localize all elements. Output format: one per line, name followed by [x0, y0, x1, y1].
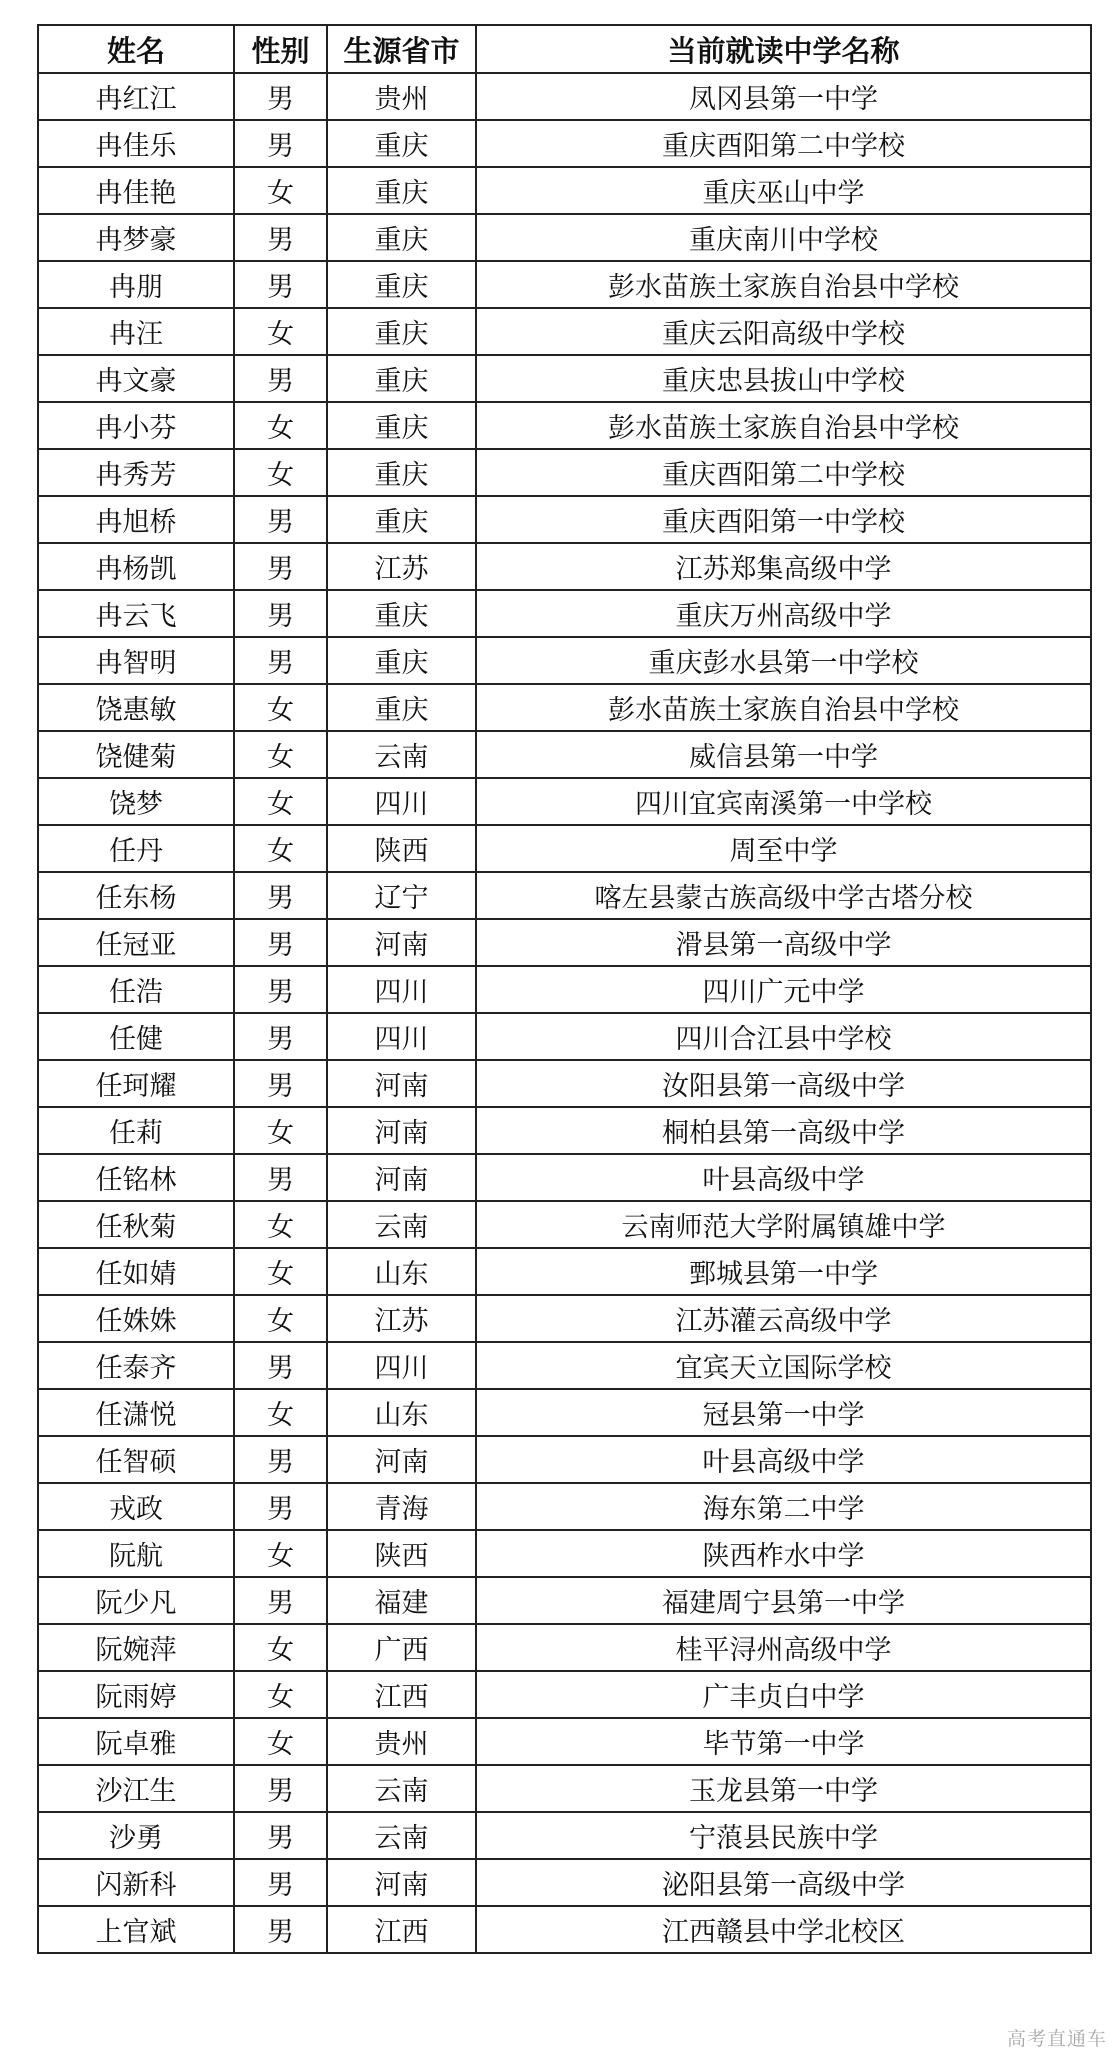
- table-row: [38, 167, 1091, 214]
- table-row: [38, 1013, 1091, 1060]
- cell-gender: 女: [234, 308, 327, 355]
- cell-school: 重庆彭水县第一中学校: [476, 637, 1091, 684]
- cell-province: 云南: [327, 731, 476, 778]
- cell-gender: 男: [234, 543, 327, 590]
- cell-gender: 女: [234, 1201, 327, 1248]
- cell-gender: 女: [234, 1530, 327, 1577]
- cell-school: 宜宾天立国际学校: [476, 1342, 1091, 1389]
- cell-name: 任莉: [38, 1107, 234, 1154]
- cell-gender: 男: [234, 496, 327, 543]
- table-row: [38, 1530, 1091, 1577]
- cell-gender: 女: [234, 684, 327, 731]
- cell-gender: 男: [234, 1906, 327, 1953]
- cell-name: 任泰齐: [38, 1342, 234, 1389]
- cell-school: 彭水苗族土家族自治县中学校: [476, 261, 1091, 308]
- cell-gender: 男: [234, 637, 327, 684]
- cell-name: 饶健菊: [38, 731, 234, 778]
- table-row: [38, 543, 1091, 590]
- cell-gender: 男: [234, 1060, 327, 1107]
- cell-gender: 男: [234, 120, 327, 167]
- table-row: [38, 496, 1091, 543]
- cell-province: 江西: [327, 1906, 476, 1953]
- cell-name: 冉旭桥: [38, 496, 234, 543]
- cell-name: 饶梦: [38, 778, 234, 825]
- cell-name: 冉文豪: [38, 355, 234, 402]
- cell-gender: 女: [234, 1248, 327, 1295]
- cell-province: 山东: [327, 1389, 476, 1436]
- cell-province: 江西: [327, 1671, 476, 1718]
- cell-name: 任珂耀: [38, 1060, 234, 1107]
- cell-school: 广丰贞白中学: [476, 1671, 1091, 1718]
- cell-name: 阮婉萍: [38, 1624, 234, 1671]
- table-row: [38, 684, 1091, 731]
- cell-school: 四川广元中学: [476, 966, 1091, 1013]
- cell-school: 四川宜宾南溪第一中学校: [476, 778, 1091, 825]
- cell-school: 凤冈县第一中学: [476, 73, 1091, 120]
- cell-gender: 男: [234, 214, 327, 261]
- cell-gender: 女: [234, 1107, 327, 1154]
- table-row: [38, 73, 1091, 120]
- cell-province: 重庆: [327, 684, 476, 731]
- cell-name: 冉朋: [38, 261, 234, 308]
- cell-name: 任浩: [38, 966, 234, 1013]
- cell-province: 辽宁: [327, 872, 476, 919]
- student-table: [37, 24, 1092, 1954]
- cell-gender: 男: [234, 1013, 327, 1060]
- table-row: [38, 1295, 1091, 1342]
- cell-gender: 男: [234, 355, 327, 402]
- table-row: [38, 919, 1091, 966]
- cell-name: 冉佳艳: [38, 167, 234, 214]
- cell-gender: 女: [234, 731, 327, 778]
- cell-name: 冉秀芳: [38, 449, 234, 496]
- cell-gender: 男: [234, 1577, 327, 1624]
- cell-school: 彭水苗族土家族自治县中学校: [476, 684, 1091, 731]
- cell-school: 玉龙县第一中学: [476, 1765, 1091, 1812]
- table-row: [38, 1389, 1091, 1436]
- cell-name: 上官斌: [38, 1906, 234, 1953]
- cell-province: 重庆: [327, 402, 476, 449]
- cell-gender: 男: [234, 1765, 327, 1812]
- table-row: [38, 590, 1091, 637]
- cell-name: 任智硕: [38, 1436, 234, 1483]
- cell-name: 冉汪: [38, 308, 234, 355]
- table-row: [38, 120, 1091, 167]
- table-row: [38, 1342, 1091, 1389]
- table-row: [38, 1107, 1091, 1154]
- cell-name: 阮少凡: [38, 1577, 234, 1624]
- table-row: [38, 1436, 1091, 1483]
- cell-province: 重庆: [327, 308, 476, 355]
- cell-school: 重庆巫山中学: [476, 167, 1091, 214]
- cell-province: 重庆: [327, 637, 476, 684]
- cell-school: 重庆酉阳第二中学校: [476, 449, 1091, 496]
- cell-school: 福建周宁县第一中学: [476, 1577, 1091, 1624]
- cell-school: 江西赣县中学北校区: [476, 1906, 1091, 1953]
- cell-name: 冉红江: [38, 73, 234, 120]
- cell-name: 任潇悦: [38, 1389, 234, 1436]
- cell-gender: 男: [234, 872, 327, 919]
- cell-name: 冉杨凯: [38, 543, 234, 590]
- cell-name: 任健: [38, 1013, 234, 1060]
- cell-school: 重庆忠县拔山中学校: [476, 355, 1091, 402]
- cell-name: 任如婧: [38, 1248, 234, 1295]
- cell-name: 冉小芬: [38, 402, 234, 449]
- cell-gender: 男: [234, 919, 327, 966]
- table-row: [38, 1483, 1091, 1530]
- cell-gender: 女: [234, 449, 327, 496]
- cell-gender: 女: [234, 1389, 327, 1436]
- cell-school: 江苏灌云高级中学: [476, 1295, 1091, 1342]
- header-name: 姓名: [38, 25, 234, 73]
- cell-school: 桐柏县第一高级中学: [476, 1107, 1091, 1154]
- cell-province: 四川: [327, 778, 476, 825]
- cell-gender: 男: [234, 261, 327, 308]
- header-school: 当前就读中学名称: [476, 25, 1091, 73]
- cell-province: 陕西: [327, 825, 476, 872]
- cell-name: 冉智明: [38, 637, 234, 684]
- cell-province: 重庆: [327, 261, 476, 308]
- header-province: 生源省市: [327, 25, 476, 73]
- table-row: [38, 731, 1091, 778]
- cell-school: 滑县第一高级中学: [476, 919, 1091, 966]
- cell-school: 毕节第一中学: [476, 1718, 1091, 1765]
- cell-province: 河南: [327, 1436, 476, 1483]
- cell-gender: 女: [234, 402, 327, 449]
- header-gender: 性别: [234, 25, 327, 73]
- table-row: [38, 1671, 1091, 1718]
- cell-province: 重庆: [327, 214, 476, 261]
- table-row: [38, 778, 1091, 825]
- table-row: [38, 355, 1091, 402]
- cell-gender: 女: [234, 1295, 327, 1342]
- cell-school: 重庆酉阳第二中学校: [476, 120, 1091, 167]
- cell-gender: 女: [234, 1718, 327, 1765]
- cell-name: 任姝姝: [38, 1295, 234, 1342]
- cell-school: 泌阳县第一高级中学: [476, 1859, 1091, 1906]
- cell-province: 云南: [327, 1812, 476, 1859]
- cell-name: 戎政: [38, 1483, 234, 1530]
- cell-name: 沙江生: [38, 1765, 234, 1812]
- table-row: [38, 1154, 1091, 1201]
- table-row: [38, 1718, 1091, 1765]
- cell-province: 青海: [327, 1483, 476, 1530]
- cell-name: 冉云飞: [38, 590, 234, 637]
- cell-name: 阮卓雅: [38, 1718, 234, 1765]
- table-row: [38, 966, 1091, 1013]
- table-row: [38, 308, 1091, 355]
- watermark-text: 高考直通车: [1006, 2028, 1107, 2050]
- table-row: [38, 1812, 1091, 1859]
- cell-school: 陕西柞水中学: [476, 1530, 1091, 1577]
- cell-province: 福建: [327, 1577, 476, 1624]
- cell-province: 江苏: [327, 543, 476, 590]
- table-row: [38, 261, 1091, 308]
- cell-name: 冉佳乐: [38, 120, 234, 167]
- cell-gender: 女: [234, 1671, 327, 1718]
- cell-gender: 男: [234, 1812, 327, 1859]
- cell-province: 贵州: [327, 1718, 476, 1765]
- cell-province: 河南: [327, 919, 476, 966]
- cell-province: 重庆: [327, 449, 476, 496]
- cell-name: 任丹: [38, 825, 234, 872]
- cell-province: 江苏: [327, 1295, 476, 1342]
- cell-province: 重庆: [327, 496, 476, 543]
- table-row: [38, 1765, 1091, 1812]
- cell-name: 任东杨: [38, 872, 234, 919]
- cell-gender: 男: [234, 966, 327, 1013]
- cell-school: 冠县第一中学: [476, 1389, 1091, 1436]
- cell-school: 叶县高级中学: [476, 1154, 1091, 1201]
- table-row: [38, 637, 1091, 684]
- table-row: [38, 1624, 1091, 1671]
- cell-province: 重庆: [327, 120, 476, 167]
- table-row: [38, 1060, 1091, 1107]
- cell-province: 山东: [327, 1248, 476, 1295]
- cell-name: 任秋菊: [38, 1201, 234, 1248]
- cell-province: 云南: [327, 1201, 476, 1248]
- cell-province: 四川: [327, 966, 476, 1013]
- cell-province: 重庆: [327, 590, 476, 637]
- cell-province: 重庆: [327, 355, 476, 402]
- cell-gender: 男: [234, 73, 327, 120]
- cell-name: 沙勇: [38, 1812, 234, 1859]
- table-header-row: [38, 25, 1091, 73]
- cell-gender: 男: [234, 1483, 327, 1530]
- cell-province: 云南: [327, 1765, 476, 1812]
- cell-province: 河南: [327, 1154, 476, 1201]
- cell-school: 周至中学: [476, 825, 1091, 872]
- table-row: [38, 449, 1091, 496]
- table-row: [38, 402, 1091, 449]
- cell-province: 四川: [327, 1013, 476, 1060]
- cell-gender: 男: [234, 590, 327, 637]
- cell-name: 饶惠敏: [38, 684, 234, 731]
- cell-gender: 女: [234, 825, 327, 872]
- cell-province: 河南: [327, 1107, 476, 1154]
- cell-gender: 女: [234, 1624, 327, 1671]
- cell-school: 喀左县蒙古族高级中学古塔分校: [476, 872, 1091, 919]
- cell-name: 闪新科: [38, 1859, 234, 1906]
- cell-school: 重庆云阳高级中学校: [476, 308, 1091, 355]
- cell-gender: 男: [234, 1436, 327, 1483]
- cell-gender: 男: [234, 1154, 327, 1201]
- cell-province: 贵州: [327, 73, 476, 120]
- cell-school: 威信县第一中学: [476, 731, 1091, 778]
- cell-gender: 女: [234, 778, 327, 825]
- cell-gender: 女: [234, 167, 327, 214]
- cell-province: 四川: [327, 1342, 476, 1389]
- table-row: [38, 1577, 1091, 1624]
- cell-gender: 男: [234, 1859, 327, 1906]
- cell-name: 阮航: [38, 1530, 234, 1577]
- cell-school: 叶县高级中学: [476, 1436, 1091, 1483]
- cell-school: 江苏郑集高级中学: [476, 543, 1091, 590]
- cell-school: 云南师范大学附属镇雄中学: [476, 1201, 1091, 1248]
- cell-name: 冉梦豪: [38, 214, 234, 261]
- table-row: [38, 1906, 1091, 1953]
- cell-school: 彭水苗族土家族自治县中学校: [476, 402, 1091, 449]
- cell-school: 海东第二中学: [476, 1483, 1091, 1530]
- cell-name: 任冠亚: [38, 919, 234, 966]
- table-row: [38, 1201, 1091, 1248]
- cell-school: 桂平浔州高级中学: [476, 1624, 1091, 1671]
- cell-name: 阮雨婷: [38, 1671, 234, 1718]
- cell-name: 任铭林: [38, 1154, 234, 1201]
- cell-province: 广西: [327, 1624, 476, 1671]
- table-body: [38, 73, 1091, 1953]
- cell-school: 重庆酉阳第一中学校: [476, 496, 1091, 543]
- cell-gender: 男: [234, 1342, 327, 1389]
- cell-school: 四川合江县中学校: [476, 1013, 1091, 1060]
- table-row: [38, 1859, 1091, 1906]
- cell-province: 陕西: [327, 1530, 476, 1577]
- cell-school: 重庆南川中学校: [476, 214, 1091, 261]
- cell-school: 重庆万州高级中学: [476, 590, 1091, 637]
- cell-school: 鄄城县第一中学: [476, 1248, 1091, 1295]
- table-row: [38, 1248, 1091, 1295]
- cell-school: 汝阳县第一高级中学: [476, 1060, 1091, 1107]
- cell-province: 重庆: [327, 167, 476, 214]
- cell-province: 河南: [327, 1060, 476, 1107]
- table-row: [38, 214, 1091, 261]
- cell-school: 宁蒗县民族中学: [476, 1812, 1091, 1859]
- table-row: [38, 872, 1091, 919]
- cell-province: 河南: [327, 1859, 476, 1906]
- table-row: [38, 825, 1091, 872]
